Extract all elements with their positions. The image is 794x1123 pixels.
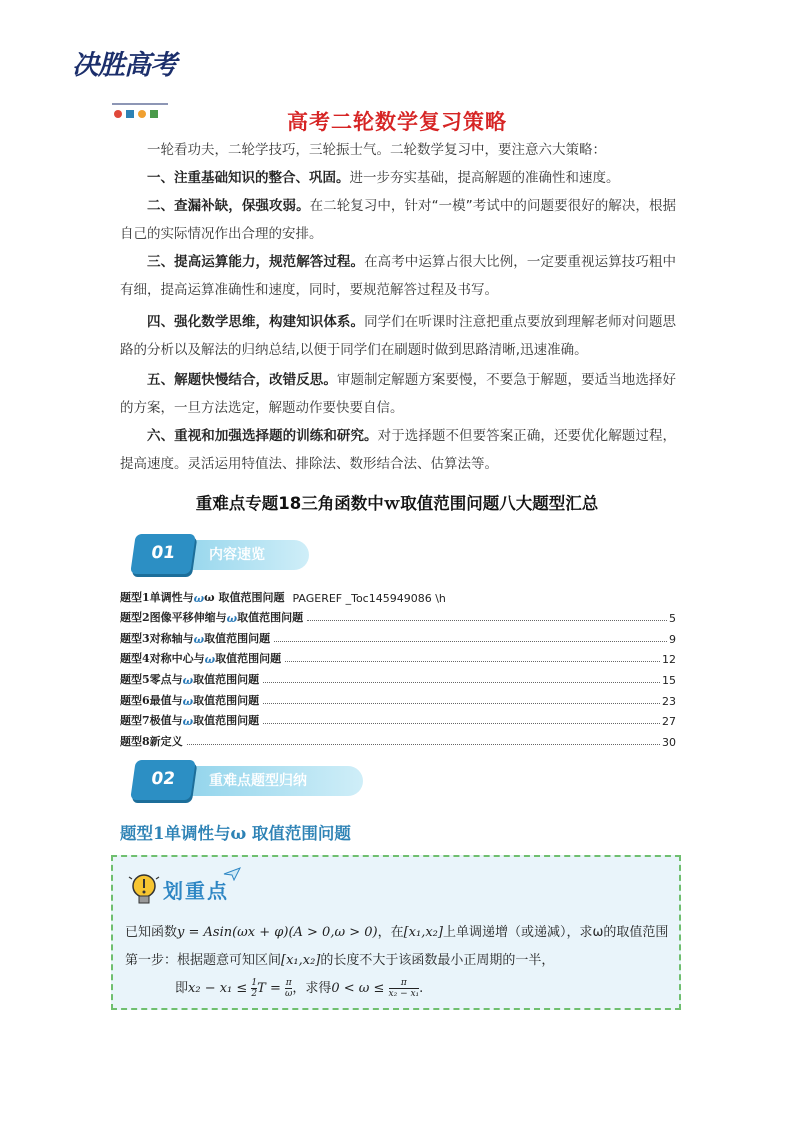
denominator: x₂ − x₁ — [388, 989, 420, 999]
strategy-4-bold: 四、强化数学思维，构建知识体系。 — [147, 314, 365, 330]
strategy-5 — [120, 366, 676, 422]
formula: T = — [257, 981, 285, 996]
toc-page: 12 — [662, 653, 676, 667]
toc-suffix: 取值范围问题 — [204, 631, 271, 645]
toc-suffix: 取值范围问题 — [237, 611, 304, 625]
toc-prefix: 题型6最值与 — [120, 693, 183, 707]
key-point-box — [111, 855, 681, 1010]
toc-prefix: 题型5零点与 — [120, 672, 183, 686]
toc-item-8[interactable] — [120, 728, 676, 749]
toc-page: 30 — [662, 735, 676, 749]
lightbulb-icon — [127, 871, 161, 909]
strategy-6-bold: 六、重视和加强选择题的训练和研究。 — [147, 428, 378, 444]
section-number: 02 — [130, 760, 196, 800]
toc-leader — [274, 640, 667, 642]
toc-omega: ω — [193, 632, 205, 646]
formula: y = Asin(ωx + φ)(A > 0,ω > 0) — [177, 925, 378, 940]
denominator: ω — [284, 989, 293, 999]
note-line-3 — [175, 977, 423, 999]
toc-omega: ω — [204, 653, 216, 667]
toc-leader — [263, 702, 660, 704]
strategy-1 — [120, 164, 676, 192]
numerator: 1 — [251, 978, 258, 988]
page-title: 高考二轮数学复习策略 — [287, 110, 507, 134]
section-banner-02 — [127, 760, 367, 800]
toc-suffix: 取值范围问题 — [193, 714, 260, 728]
toc-omega: ω — [193, 591, 205, 605]
toc-item-6[interactable] — [120, 687, 676, 708]
fraction-result — [389, 978, 420, 999]
toc-leader — [285, 660, 660, 662]
toc-page: 15 — [662, 673, 676, 687]
note-text: 即 — [175, 981, 189, 996]
toc-prefix: 题型2图像平移伸缩与 — [120, 611, 227, 625]
toc-prefix: 题型1单调性与 — [120, 590, 194, 604]
strategy-2-bold: 二、查漏补缺，保强攻弱。 — [147, 198, 310, 214]
strategy-1-text: 进一步夯实基础，提高解题的准确性和速度。 — [349, 170, 620, 186]
strategy-5-bold: 五、解题快慢结合，改错反思。 — [147, 372, 337, 388]
table-of-contents — [120, 584, 676, 749]
toc-omega: ω — [182, 715, 194, 729]
toc-omega: ω — [226, 612, 238, 626]
interval: [x₁,x₂] — [403, 925, 443, 940]
strategy-3-bold: 三、提高运算能力，规范解答过程。 — [147, 254, 365, 270]
toc-leader — [307, 619, 667, 621]
strategy-4 — [120, 308, 676, 364]
toc-item-2[interactable] — [120, 605, 676, 626]
section-label: 重难点题型归纳 — [209, 773, 307, 789]
note-line-2 — [125, 949, 554, 968]
strategy-6 — [120, 422, 676, 478]
numerator: π — [389, 978, 420, 989]
toc-leader — [263, 722, 660, 724]
note-text: ，求得 — [292, 981, 332, 996]
toc-page: 23 — [662, 694, 676, 708]
strategy-4-text: 同学们在听课时注意把重点要放到理解老师对问题思路的分析以及解法的归纳总结,以便于同学们在刷题时做到思路清晰,迅速准确。 — [120, 314, 677, 358]
toc-item-7[interactable] — [120, 708, 676, 729]
toc-omega: ω — [182, 673, 194, 687]
section-number: 01 — [130, 534, 196, 574]
paper-plane-icon — [223, 867, 241, 881]
key-point-header — [127, 867, 237, 913]
strategy-3-text: 在高考中运算占很大比例，一定要重视运算技巧粗中有细，提高运算准确性和速度，同时，要规范解答过程及书写。 — [120, 254, 677, 298]
note-text: 上单调递增（或递减），求ω的取值范围 — [442, 925, 669, 940]
note-text: 第一步：根据题意可知区间 — [125, 953, 282, 968]
interval: [x₁,x₂] — [281, 953, 321, 968]
toc-item-1[interactable] — [120, 584, 676, 605]
key-point-label: 划重点 — [163, 879, 229, 903]
section-banner-01 — [127, 534, 311, 574]
toc-omega: ω — [182, 694, 194, 708]
toc-leader — [187, 743, 660, 745]
toc-suffix: 取值范围问题 — [193, 672, 260, 686]
strategy-2 — [120, 192, 676, 248]
toc-prefix: 题型8新定义 — [120, 734, 183, 748]
toc-suffix: 取值范围问题 — [215, 652, 282, 666]
topic-subtitle: 重难点专题18三角函数中ｗ取值范围问题八大题型汇总 — [195, 494, 599, 513]
toc-leader — [263, 681, 660, 683]
strategy-1-bold: 一、注重基础知识的整合、巩固。 — [147, 170, 350, 186]
toc-page: 5 — [669, 612, 676, 626]
section-label: 内容速览 — [209, 547, 265, 563]
intro-paragraph: 一轮看功夫，二轮学技巧，三轮振士气。二轮数学复习中，要注意六大策略： — [147, 142, 606, 158]
toc-suffix: 取值范围问题 — [193, 693, 260, 707]
toc-prefix: 题型7极值与 — [120, 714, 183, 728]
strategy-2-text: 在二轮复习中，针对“一模”考试中的问题要很好的解决，根据自己的实际情况作出合理的安排。 — [120, 198, 676, 242]
strategy-6-text: 对于选择题不但要答案正确，还要优化解题过程，提高速度。灵活运用特值法、排除法、数形结合法、估算法等。 — [120, 428, 677, 472]
toc-page: 27 — [662, 715, 676, 729]
note-text: ，在 — [377, 925, 404, 940]
formula: x₂ − x₁ ≤ — [188, 981, 252, 996]
note-line-1 — [125, 921, 668, 940]
toc-prefix: 题型3对称轴与 — [120, 631, 194, 645]
note-text: 的长度不大于该函数最小正周期的一半， — [320, 953, 555, 968]
note-text: 已知函数 — [125, 925, 178, 940]
note-text: . — [419, 981, 424, 996]
formula: 0 < ω ≤ — [331, 981, 389, 996]
toc-page: 9 — [669, 632, 676, 646]
toc-item-3[interactable] — [120, 625, 676, 646]
toc-item-4[interactable] — [120, 646, 676, 667]
logo-text: 决胜高考 — [72, 50, 176, 81]
strategy-3 — [120, 248, 676, 304]
toc-item-5[interactable] — [120, 666, 676, 687]
numerator: π — [285, 978, 292, 988]
strategy-5-text: 审题制定解题方案要慢，不要急于解题，要适当地选择好的方案，一旦方法选定，解题动作要快要自信。 — [120, 372, 677, 416]
denominator: 2 — [251, 989, 258, 999]
type-1-heading: 题型1单调性与ω 取值范围问题 — [120, 824, 351, 843]
toc-field-code: PAGEREF _Toc145949086 \h — [292, 591, 446, 605]
toc-prefix: 题型4对称中心与 — [120, 652, 205, 666]
toc-suffix: ω 取值范围问题 — [204, 590, 285, 604]
